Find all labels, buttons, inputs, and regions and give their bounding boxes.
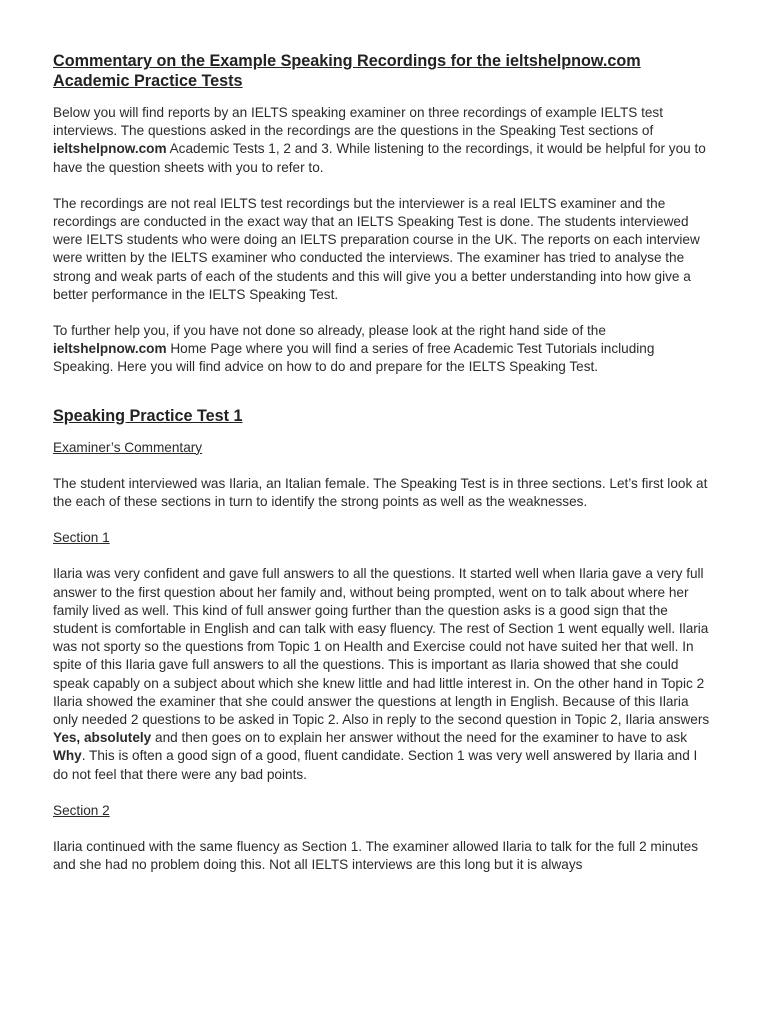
intro-p3-text-a: To further help you, if you have not done so already, please look at the right hand side of the [53,323,606,339]
commentary-paragraph: The student interviewed was Ilaria, an Italian female. The Speaking Test is in three sections. Let’s first look at the each of these sections in turn to identify the strong points as well as the weaknesses. [53,475,708,510]
section2-paragraph: Ilaria continued with the same fluency as Section 1. The examiner allowed Ilaria to talk for the full 2 minutes and she had no problem doing this. Not all IELTS interviews are this long but it is always [53,839,699,873]
examiner-commentary-label: Examiner’s Commentary [53,439,203,455]
site-name: ieltshelpnow.com [53,141,167,157]
intro-p1-text-a: Below you will find reports by an IELTS speaking examiner on three recordings of example IELTS test interviews. The questions asked in the recordings are the questions in the Speaking Test sections of [53,105,664,139]
site-name: ieltshelpnow.com [53,341,167,357]
test1-heading: Speaking Practice Test 1 [53,406,243,425]
section1-text-b: and then goes on to explain her answer without the need for the examiner to have to ask [151,730,688,746]
document-title: Commentary on the Example Speaking Recordings for the ieltshelpnow.com Academic Practice Tests [53,52,641,90]
intro-paragraph-3 [53,322,715,377]
section1-paragraph [53,565,715,783]
section1-bold-phrase: Yes, absolutely [53,730,152,746]
intro-paragraph-1 [53,104,715,177]
section2-label: Section 2 [53,802,110,818]
section1-text-a: Ilaria was very confident and gave full answers to all the questions. It started well when Ilaria gave a very full answer to the first question about her family and, without being prompted, went on to talk about where her family lived as well. This kind of full answer going further than the question asks is a good sign that the student is comfortable in English and can talk with easy fluency. The rest of Section 1 went equally well. Ilaria was not sporty so the questions from Topic 1 on Health and Exercise could not have suited her that well. In spite of this Ilaria gave full answers to all the questions. This is important as Ilaria showed that she could speak capably on a subject about which she knew little and had little interest in. On the other hand in Topic 2 Ilaria showed the examiner that she could answer the questions at length in English. Because of this Ilaria only needed 2 questions to be asked in Topic 2. Also in reply to the second question in Topic 2, Ilaria answers [53,566,710,728]
document-page [53,51,715,875]
section1-text-c: . This is often a good sign of a good, fluent candidate. Section 1 was very well answered by Ilaria and I do not feel that there were any bad points. [53,748,698,782]
intro-p1-text-b: Academic Tests 1, 2 and 3. While listening to the recordings, it would be helpful for you to have the question sheets with you to refer to. [53,141,706,175]
section1-label: Section 1 [53,530,110,546]
intro-p3-text-b: Home Page where you will find a series of free Academic Test Tutorials including Speaking. Here you will find advice on how to do and prepare for the IELTS Speaking Test. [53,341,655,375]
section1-bold-why: Why [53,748,82,764]
intro-paragraph-2: The recordings are not real IELTS test recordings but the interviewer is a real IELTS examiner and the recordings are conducted in the exact way that an IELTS Speaking Test is done. The students interviewed were IELTS students who were doing an IELTS preparation course in the UK. The reports on each interview were written by the IELTS examiner who conducted the interviews. The examiner has tried to analyse the strong and weak parts of each of the students and this will give you a better understanding into how give a better performance in the IELTS Speaking Test. [53,195,700,302]
